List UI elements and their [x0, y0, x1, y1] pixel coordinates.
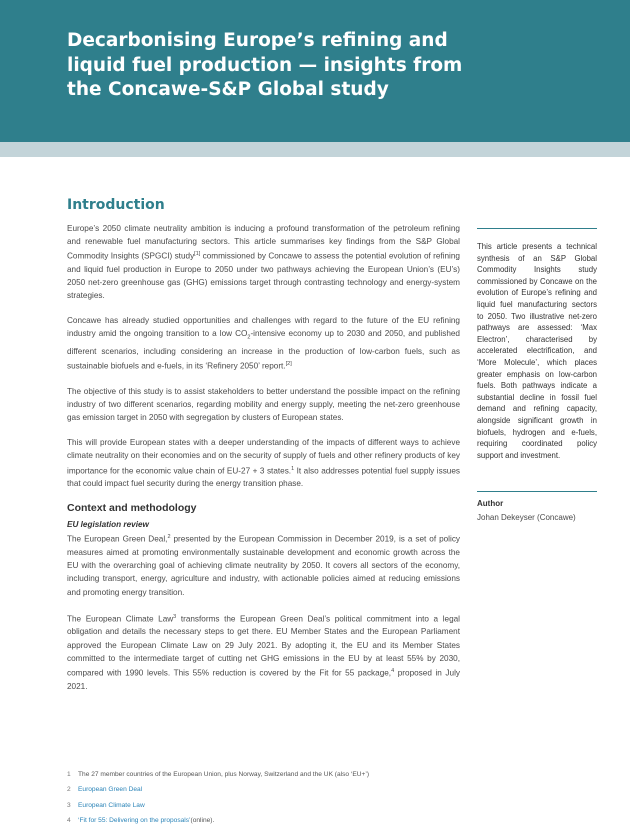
footnote-ref[interactable]: 3: [173, 613, 177, 620]
sidebar: [477, 228, 597, 522]
european-climate-law-link[interactable]: European Climate Law: [78, 801, 145, 809]
title-banner: [0, 0, 630, 142]
article-title: Decarbonising Europe’s refining and liquid fuel production — insights from the Concawe-S&P Global study: [67, 30, 463, 100]
european-green-deal-link[interactable]: European Green Deal: [78, 786, 143, 794]
context-heading: Context and methodology: [67, 502, 197, 515]
footnote-ref[interactable]: [1]: [194, 251, 201, 258]
intro-paragraph-4: This will provide European states with a deeper understanding of the impacts of different ways to achieve climate neutrality on their economies and on the security of supply of fuels and other refinery products of key importance for the economic value chain of EU-27 + 3 states.$^1$ It also addresses potential fuel supply issues that could impact fuel security during the energy transition phase.: [67, 438, 460, 489]
intro-paragraph-1: Europe’s 2050 climate neutrality ambition is inducing a profound transformation of the petroleum refining and renewable fuel manufacturing sectors. This article summarises key findings from the S&P Global Commodity Insights (SPGCI) study[1] commissioned by Concawe to assess the potential evolution of refining and liquid fuel production in Europe to 2050 under two pathways achieving the European Union’s (EU’s) 2050 net-zero greenhouse gas (GHG) emissions target through contrasting technology and energy-system strategies.: [67, 224, 460, 301]
footnote-ref[interactable]: 2: [167, 534, 171, 541]
footnote-2: 2 European Green Deal: [67, 786, 143, 794]
intro-paragraph-3: The objective of this study is to assist stakeholders to better understand the possible impact on the refining industry of two different scenarios, regarding mobility and energy supply, meeting the net-zero greenhouse gas emission target in 2050 with segregation by clusters of European states.: [67, 387, 460, 423]
main-column: [67, 222, 460, 705]
footnote-ref[interactable]: 1: [291, 465, 295, 472]
author-label: Author: [477, 499, 504, 509]
author-name: Johan Dekeyser (Concawe): [477, 513, 576, 523]
footnote-1: 1 The 27 member countries of the European Union, plus Norway, Switzerland and the UK (also ‘EU+’): [67, 771, 370, 778]
title-accent-strip: [0, 142, 630, 157]
legislation-subheading: EU legislation review: [67, 520, 149, 530]
footnote-ref[interactable]: 4: [391, 667, 395, 674]
footnote-ref[interactable]: [2]: [285, 361, 292, 368]
footnotes: [67, 770, 507, 831]
footnote-4: 4 ‘Fit for 55: Delivering on the proposals’ (online).: [67, 816, 215, 824]
article-summary: This article presents a technical synthesis of an S&P Global Commodity Insights study commissioned by Concawe on the evolution of Europe’s refining and liquid fuel manufacturing sectors to 2050. Two illustrative net-zero pathways are assessed: ‘Max Electron’, characterised by accelerated electrification, and ‘More Molecule’, which places greater emphasis on low-carbon fuels. Both pathways indicate a substantial decline in fossil fuel demand and refining capacity, alongside significant growth in biofuels, hydrogen and e-fuels, requiring coordinated policy support and investment.: [477, 242, 597, 460]
sidebar-divider: [477, 228, 597, 229]
intro-paragraph-2: Concawe has already studied opportunities and challenges with regard to the future of the EU refining industry amid the ongoing transition to a low $CO_2$-intensive economy up to 2030 and 2050, and published different scenarios, including considering an increase in the production of low-carbon fuels, such as sustainable biofuels and e-fuels, in its ‘Refinery 2050’ report.[2]: [67, 316, 460, 371]
author-divider: [477, 491, 597, 492]
fit-for-55-link[interactable]: ‘Fit for 55: Delivering on the proposals’: [78, 816, 191, 824]
footnote-3: 3 European Climate Law: [67, 801, 145, 809]
introduction-heading: Introduction: [67, 197, 165, 213]
context-paragraph-1: The European Green Deal,$^2$ presented by the European Commission in December 2019, is a set of policy measures aimed at promoting environmentally sustainable development and economic growth across the EU with the overarching goal of achieving climate neutrality by 2050. It covers all sectors of the economy, including transport, energy, agriculture and industry, with actionable policies aimed at reducing emissions and promoting energy transition.: [67, 534, 461, 597]
context-paragraph-2: The European Climate Law$^3$ transforms the European Green Deal’s political commitment into a legal obligation and details the necessary steps to get there. EU Member States and the European Parliament approved the European Climate Law on 29 July 2021. By adopting it, the EU and its Member States committed to the intermediate target of cutting net GHG emissions in the EU by at least 55% by 2030, compared with 1990 levels. This 55% reduction is covered by the Fit for 55 package,$^4$ proposed in July 2021.: [67, 613, 461, 691]
